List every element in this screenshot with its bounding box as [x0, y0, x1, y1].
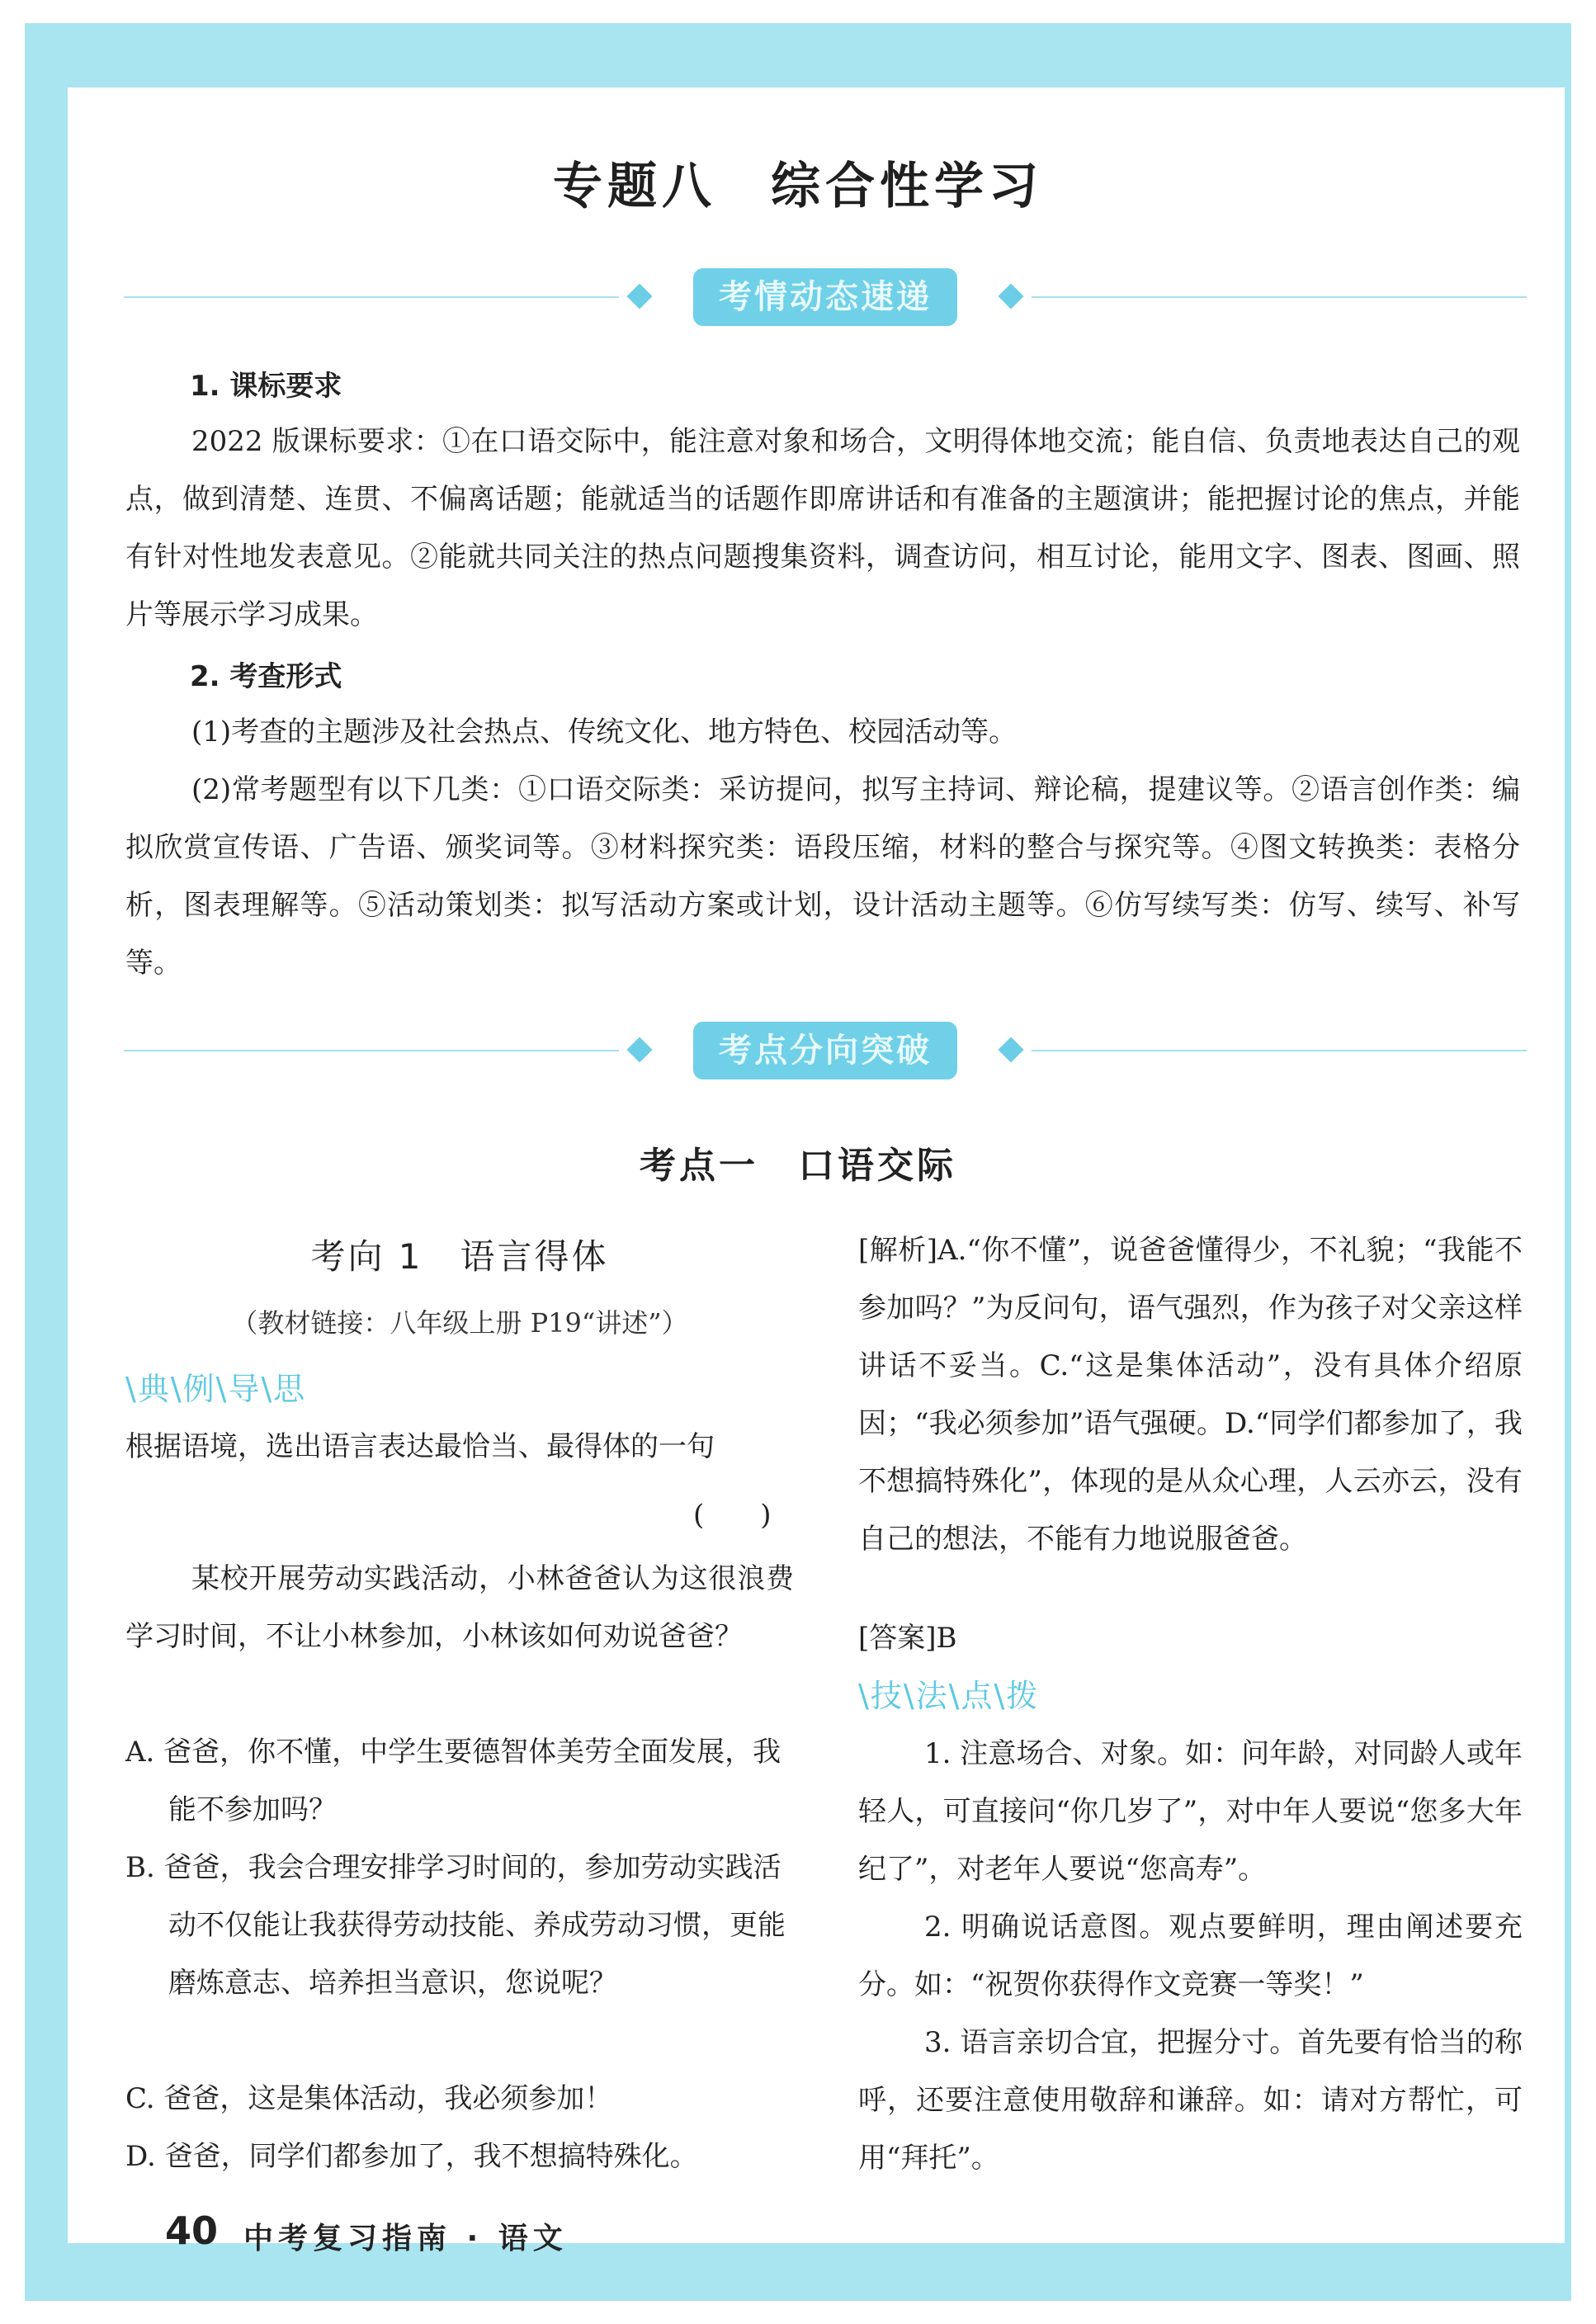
analysis-block [858, 1221, 1523, 1568]
kaodian-title: 考点一 口语交际 [640, 1145, 956, 1187]
option-b: B. 爸爸，我会合理安排学习时间的，参加劳动实践活动不仅能让我获得劳动技能、养成劳动习惯，更能磨炼意志、培养担当意识，您说呢？ [125, 1851, 786, 2000]
banner-breakthrough [124, 1013, 1527, 1088]
question-stem: 根据语境，选出语言表达最恰当、最得体的一句 [125, 1430, 715, 1463]
tag-skill-tips: \技\法\点\拨 [858, 1678, 1040, 1714]
option-a: A. 爸爸，你不懂，中学生要德智体美劳全面发展，我能不参加吗？ [125, 1736, 781, 1826]
option-c: C. 爸爸，这是集体活动，我必须参加！ [125, 2082, 613, 2115]
tip-3: 3. 语言亲切合宜，把握分寸。首先要有恰当的称呼，还要注意使用敬辞和谦辞。如：请对方帮忙，可用“拜托”。 [858, 2026, 1523, 2175]
banner-label: 考情动态速递 [693, 268, 957, 326]
banner-exam-trends [124, 260, 1527, 334]
answer-block [858, 1609, 1523, 1667]
frame-top-band [25, 23, 1571, 87]
section-heading-standards: 1. 课标要求 [190, 370, 342, 403]
textbook-link: （教材链接：八年级上册 P19“讲述”） [231, 1307, 688, 1339]
tip-1: 1. 注意场合、对象。如：问年龄，对同龄人或年轻人，可直接问“你几岁了”，对中年人要说“您多大年纪了”，对老年人要说“您高寿”。 [858, 1737, 1523, 1886]
kaoxiang-title: 考向 1 语言得体 [310, 1236, 609, 1277]
banner-line-right [1032, 296, 1527, 298]
section-text-forms-2: (2)常考题型有以下几类：①口语交际类：采访提问，拟写主持词、辩论稿，提建议等。②语言创作类：编拟欣赏宣传语、广告语、颁奖词等。③材料探究类：语段压缩，材料的整合与探究等。④图文转换类：表格分析，图表理解等。⑤活动策划类：拟写活动方案或计划，设计活动主题等。⑥仿写续写类：仿写、续写、补写等。 [125, 773, 1520, 980]
option-d: D. 爸爸，同学们都参加了，我不想搞特殊化。 [125, 2140, 698, 2173]
diamond-icon [626, 1037, 652, 1062]
diamond-icon [626, 283, 652, 309]
section-text-forms-1: (1)考查的主题涉及社会热点、传统文化、地方特色、校园活动等。 [191, 716, 1018, 749]
answer-value: B [936, 1622, 957, 1655]
diamond-icon [998, 1037, 1023, 1062]
banner-line-left [124, 1050, 619, 1051]
question-context: 某校开展劳动实践活动，小林爸爸认为这很浪费学习时间，不让小林参加，小林该如何劝说爸爸？ [125, 1562, 794, 1653]
book-title: 中考复习指南 · 语文 [243, 2222, 568, 2256]
banner-line-right [1032, 1050, 1527, 1051]
banner-label: 考点分向突破 [693, 1022, 957, 1079]
analysis-text: A.“你不懂”，说爸爸懂得少，不礼貌；“我能不参加吗？”为反问句，语气强烈，作为孩子对父亲这样讲话不妥当。C.“这是集体活动”，没有具体介绍原因；“我必须参加”语气强硬。D.“同学们都参加了，我不想搞特殊化”，体现的是从众心理，人云亦云，没有自己的想法，不能有力地说服爸爸。 [858, 1234, 1523, 1556]
answer-label: [答案] [858, 1622, 937, 1655]
tag-typical-example: \典\例\导\思 [125, 1371, 307, 1407]
section-heading-forms: 2. 考查形式 [190, 660, 342, 693]
section-text-standards: 2022 版课标要求：①在口语交际中，能注意对象和场合，文明得体地交流；能自信、负责地表达自己的观点，做到清楚、连贯、不偏离话题；能就适当的话题作即席讲话和有准备的主题演讲；能把握讨论的焦点，并能有针对性地发表意见。②能就共同关注的热点问题搜集资料，调查访问，相互讨论，能用文字、图表、图画、照片等展示学习成果。 [125, 425, 1520, 631]
tip-2: 2. 明确说话意图。观点要鲜明，理由阐述要充分。如：“祝贺你获得作文竞赛一等奖！” [858, 1911, 1523, 2001]
analysis-label: [解析] [858, 1234, 938, 1267]
answer-bracket: ( ) [693, 1499, 772, 1532]
page-number: 40 [165, 2208, 219, 2253]
banner-line-left [124, 296, 619, 298]
diamond-icon [998, 283, 1023, 309]
page-title: 专题八 综合性学习 [553, 158, 1043, 215]
